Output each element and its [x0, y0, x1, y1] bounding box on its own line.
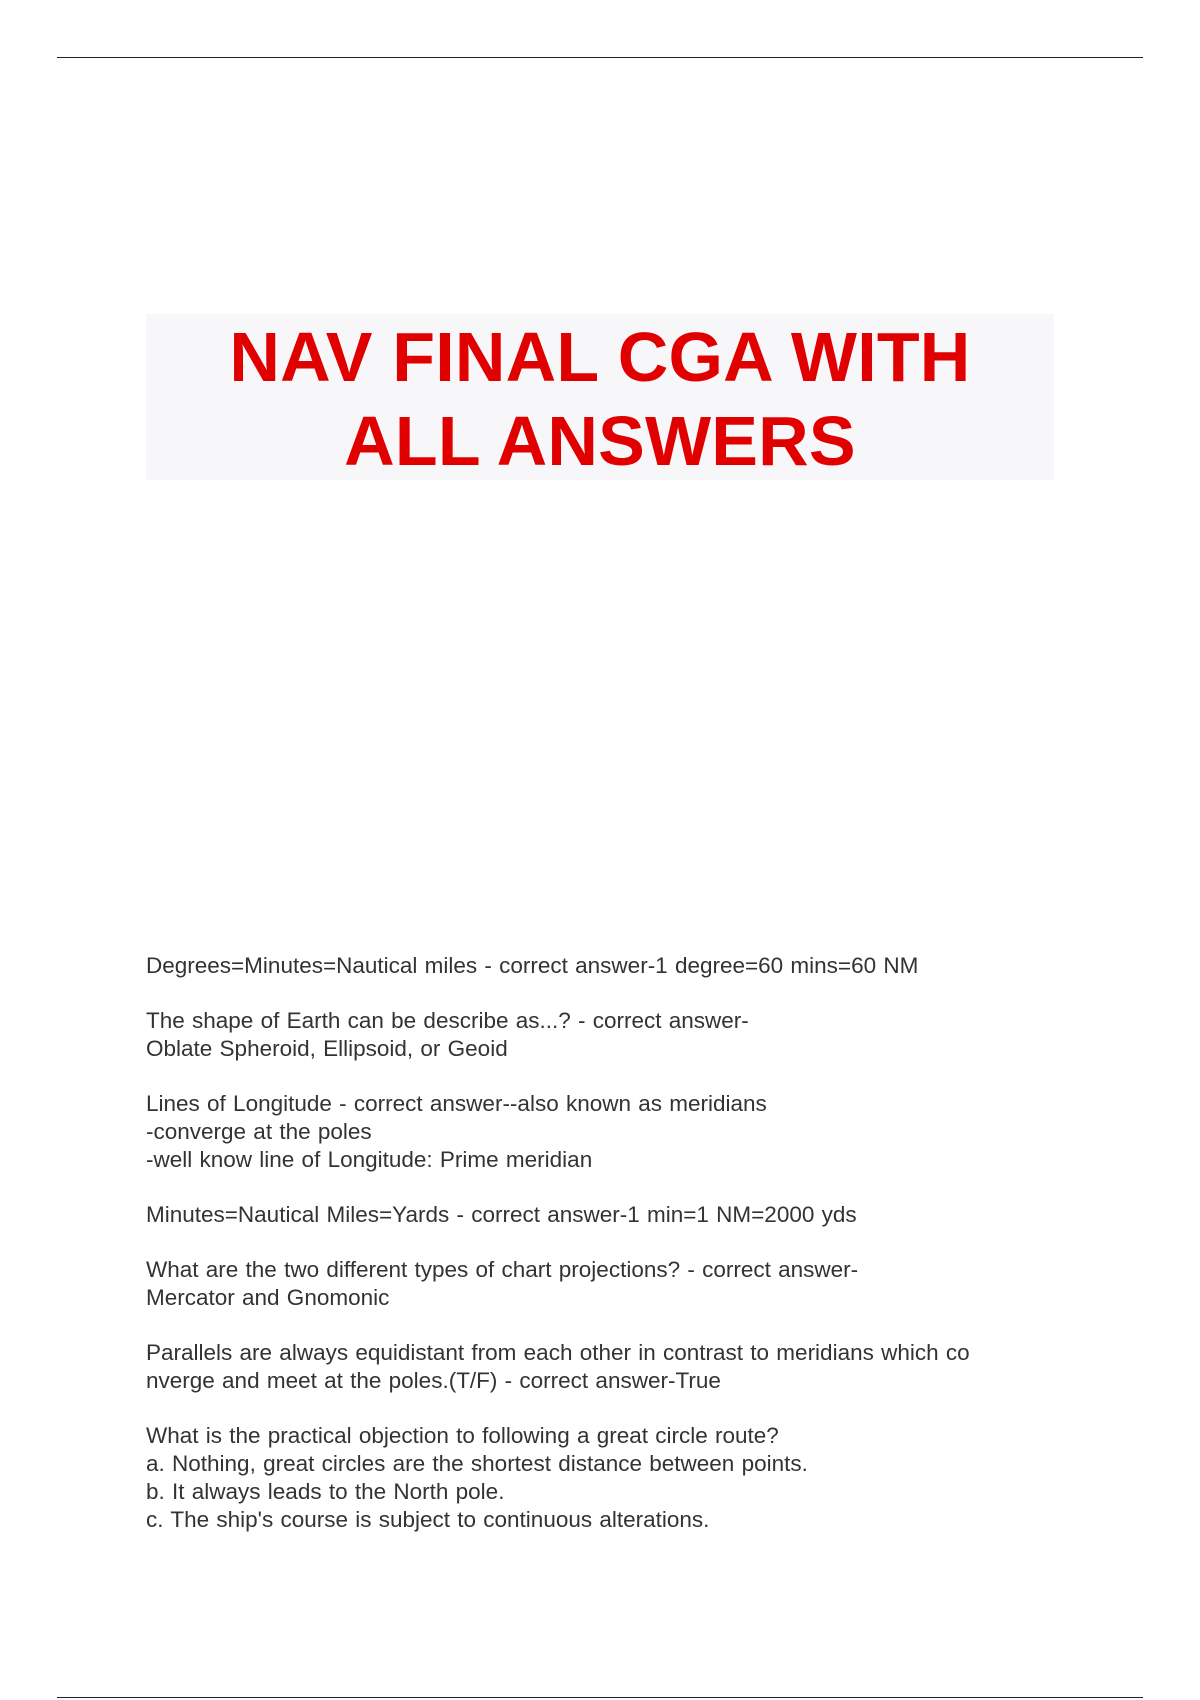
qa-item [146, 1007, 1066, 1063]
qa-list [146, 952, 1066, 1561]
qa-line: c. The ship's course is subject to continuous alterations. [146, 1507, 710, 1532]
qa-item [146, 1090, 1066, 1174]
qa-line: What are the two different types of chart projections? - correct answer- [146, 1257, 859, 1282]
qa-line: a. Nothing, great circles are the shortest distance between points. [146, 1451, 808, 1476]
bottom-rule [57, 1697, 1143, 1698]
qa-item [146, 1256, 1066, 1312]
qa-line: Degrees=Minutes=Nautical miles - correct answer-1 degree=60 mins=60 NM [146, 953, 919, 978]
qa-line: -converge at the poles [146, 1119, 372, 1144]
qa-line: Lines of Longitude - correct answer--also known as meridians [146, 1091, 767, 1116]
qa-line: What is the practical objection to following a great circle route? [146, 1423, 779, 1448]
qa-line: Mercator and Gnomonic [146, 1285, 390, 1310]
document-title-line-2: ALL ANSWERS [344, 402, 856, 480]
qa-line: nverge and meet at the poles.(T/F) - correct answer-True [146, 1368, 721, 1393]
qa-line: Minutes=Nautical Miles=Yards - correct answer-1 min=1 NM=2000 yds [146, 1202, 857, 1227]
qa-item [146, 1339, 1066, 1395]
qa-line: -well know line of Longitude: Prime meridian [146, 1147, 593, 1172]
qa-item [146, 1422, 1066, 1534]
qa-line: Parallels are always equidistant from each other in contrast to meridians which co [146, 1340, 970, 1365]
document-title-line-1: NAV FINAL CGA WITH [229, 318, 971, 396]
qa-line: The shape of Earth can be describe as...? - correct answer- [146, 1008, 749, 1033]
title-banner [146, 314, 1054, 480]
qa-item [146, 952, 1066, 980]
qa-line: Oblate Spheroid, Ellipsoid, or Geoid [146, 1036, 508, 1061]
top-rule [57, 57, 1143, 58]
qa-line: b. It always leads to the North pole. [146, 1479, 505, 1504]
qa-item [146, 1201, 1066, 1229]
